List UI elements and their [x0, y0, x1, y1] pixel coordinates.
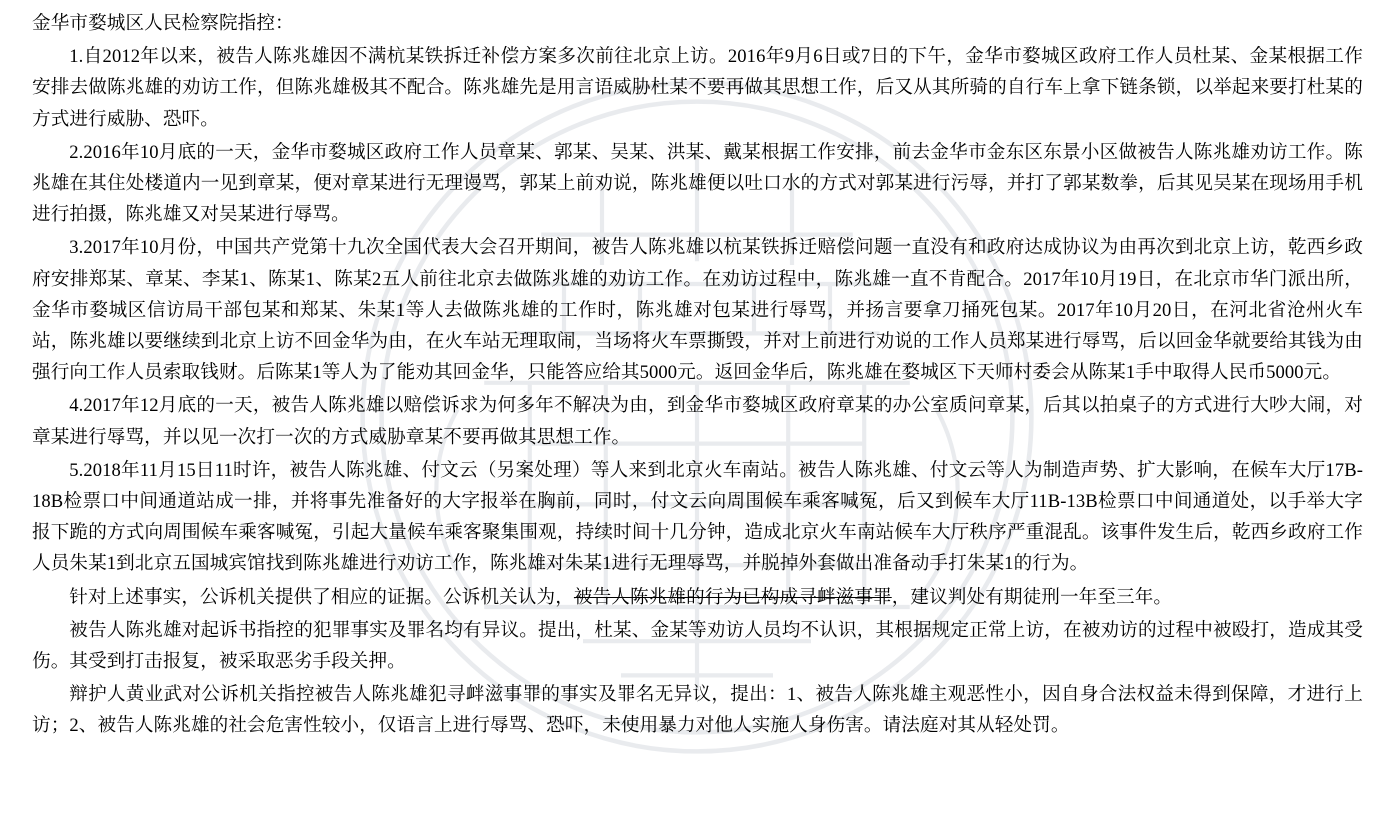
- struck-text: 被告人陈兆雄的行为已构成寻衅滋事罪: [573, 586, 892, 608]
- plain-text: 辩护人黄业武对公诉机关指控被告人陈兆雄犯寻衅滋事罪的事实及罪名无异议，提出：1、被告人陈兆雄主观恶性小，因自身合法权益未得到保障，才进行上访；2、被告人陈兆雄的社会危害性较小，仅语言上进行辱骂、恐吓，未使用暴力对他人实施人身伤害。请法庭对其从轻处罚。: [32, 684, 1363, 737]
- charge-paragraph-5: 5.2018年11月15日11时许，被告人陈兆雄、付文云（另案处理）等人来到北京火车南站。被告人陈兆雄、付文云等人为制造声势、扩大影响，在候车大厅17B-18B检票口中间通道站成一排，并将事先准备好的大字报举在胸前，同时，付文云向周围候车乘客喊冤，后又到候车大厅11B-13B检票口中间通道处，以手举大字报下跪的方式向周围候车乘客喊冤，引起大量候车乘客聚集围观，持续时间十几分钟，造成北京火车南站候车大厅秩序严重混乱。该事件发生后，乾西乡政府工作人员朱某1到北京五国城宾馆找到陈兆雄进行劝访工作，陈兆雄对朱某1进行无理辱骂，并脱掉外套做出准备动手打朱某1的行为。: [32, 459, 1363, 575]
- plain-text: 针对上述事实，公诉机关提供了相应的证据。公诉机关认为，: [69, 586, 574, 608]
- charge-paragraph-1: 1.自2012年以来，被告人陈兆雄因不满杭某铁拆迁补偿方案多次前往北京上访。2016年9月6日或7日的下午，金华市婺城区政府工作人员杜某、金某根据工作安排去做陈兆雄的劝访工作，但陈兆雄极其不配合。陈兆雄先是用言语威胁杜某不要再做其思想工作，后又从其所骑的自行车上拿下链条锁，以举起来要打杜某的方式进行威胁、恐吓。: [32, 46, 1363, 130]
- plain-text: ，建议判处有期徒刑一年至三年。: [891, 586, 1173, 608]
- defense-counsel-paragraph: [32, 679, 1363, 741]
- prosecution-opinion-paragraph: [32, 582, 1363, 613]
- charge-paragraph-2: 2.2016年10月底的一天，金华市婺城区政府工作人员章某、郭某、吴某、洪某、戴某根据工作安排，前去金华市金东区东景小区做被告人陈兆雄劝访工作。陈兆雄在其住处楼道内一见到章某，便对章某进行无理谩骂，郭某上前劝说，陈兆雄便以吐口水的方式对郭某进行污辱，并打了郭某数拳，后其见吴某在现场用手机进行拍摄，陈兆雄又对吴某进行辱骂。: [32, 141, 1363, 226]
- document-heading: 金华市婺城区人民检察院指控：: [32, 13, 294, 34]
- defendant-objection-paragraph: [32, 615, 1363, 677]
- charge-paragraph-3: 3.2017年10月份，中国共产党第十九次全国代表大会召开期间，被告人陈兆雄以杭某铁拆迁赔偿问题一直没有和政府达成协议为由再次到北京上访，乾西乡政府安排郑某、章某、李某1、陈某1、陈某2五人前往北京去做陈兆雄的劝访工作。在劝访过程中，陈兆雄一直不肯配合。2017年10月19日，在北京市华门派出所，金华市婺城区信访局干部包某和郑某、朱某1等人去做陈兆雄的工作时，陈兆雄对包某进行辱骂，并扬言要拿刀捅死包某。2017年10月20日，在河北省沧州火车站，陈兆雄以要继续到北京上访不回金华为由，在火车站无理取闹，当场将火车票撕毁，并对上前进行劝说的工作人员郑某进行辱骂，后以回金华就要给其钱为由强行向工作人员索取钱财。后陈某1等人为了能劝其回金华，只能答应给其5000元。返回金华后，陈兆雄在婺城区下天师村委会从陈某1手中取得人民币5000元。: [32, 237, 1363, 384]
- charge-paragraph-4: 4.2017年12月底的一天，被告人陈兆雄以赔偿诉求为何多年不解决为由，到金华市婺城区政府章某的办公室质问章某，后其以拍桌子的方式进行大吵大闹，对章某进行辱骂，并以见一次打一次的方式威胁章某不要再做其思想工作。: [32, 395, 1363, 448]
- plain-text: 被告人陈兆雄对起诉书指控的犯罪事实及罪名均有异议。提出，杜某、金某等劝访人员均不认识，其根据规定正常上访，在被劝访的过程中被殴打，造成其受伤。其受到打击报复，被采取恶劣手段关押。: [32, 619, 1363, 673]
